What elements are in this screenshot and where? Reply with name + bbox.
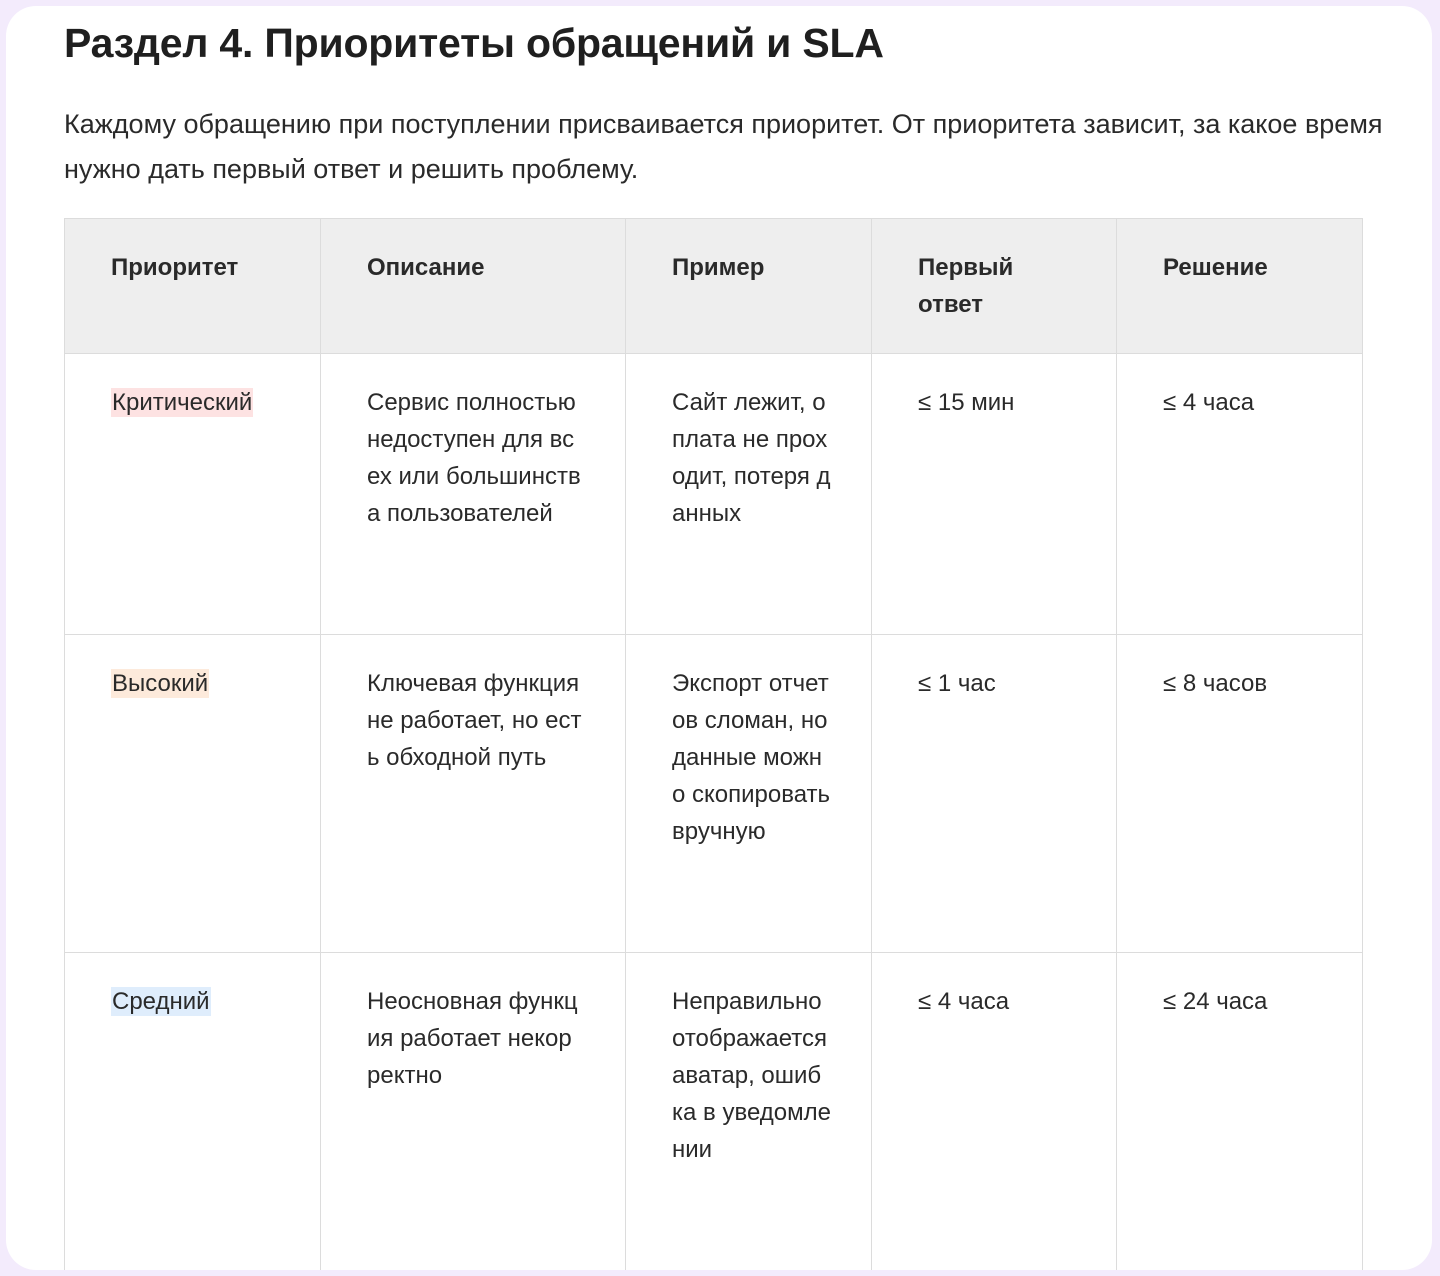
table-row: [65, 354, 1363, 635]
document-card: [6, 6, 1432, 1270]
table-row: [65, 635, 1363, 953]
section-title: Раздел 4. Приоритеты обращений и SLA: [64, 20, 884, 66]
cell-priority: [65, 635, 321, 953]
cell-description: Сервис полностью недоступен для всех или большинства пользователей: [321, 354, 626, 635]
cell-first-response: ≤ 4 часа: [872, 953, 1117, 1271]
cell-description: Неосновная функция работает некорректно: [321, 953, 626, 1271]
cell-priority: [65, 354, 321, 635]
header-priority: Приоритет: [65, 219, 321, 354]
header-resolution: Решение: [1117, 219, 1363, 354]
table-row: [65, 953, 1363, 1271]
cell-example: Сайт лежит, оплата не проходит, потеря данных: [626, 354, 872, 635]
cell-first-response: ≤ 1 час: [872, 635, 1117, 953]
cell-priority: [65, 953, 321, 1271]
cell-example: Экспорт отчетов сломан, но данные можно скопировать вручную: [626, 635, 872, 953]
cell-description: Ключевая функция не работает, но есть обходной путь: [321, 635, 626, 953]
header-description: Описание: [321, 219, 626, 354]
cell-resolution: ≤ 24 часа: [1117, 953, 1363, 1271]
cell-resolution: ≤ 8 часов: [1117, 635, 1363, 953]
section-intro: Каждому обращению при поступлении присваивается приоритет. От приоритета зависит, за какое время нужно дать первый ответ и решить проблему.: [64, 109, 1383, 184]
priority-badge-critical: Критический: [112, 389, 253, 416]
sla-table: [64, 218, 1363, 1270]
header-first-response: Первый ответ: [872, 219, 1117, 354]
cell-first-response: ≤ 15 мин: [872, 354, 1117, 635]
cell-example: Неправильно отображается аватар, ошибка в уведомлении: [626, 953, 872, 1271]
priority-badge-high: Высокий: [112, 670, 209, 697]
priority-badge-medium: Средний: [112, 988, 210, 1015]
table-header-row: [65, 219, 1363, 354]
cell-resolution: ≤ 4 часа: [1117, 354, 1363, 635]
header-example: Пример: [626, 219, 872, 354]
